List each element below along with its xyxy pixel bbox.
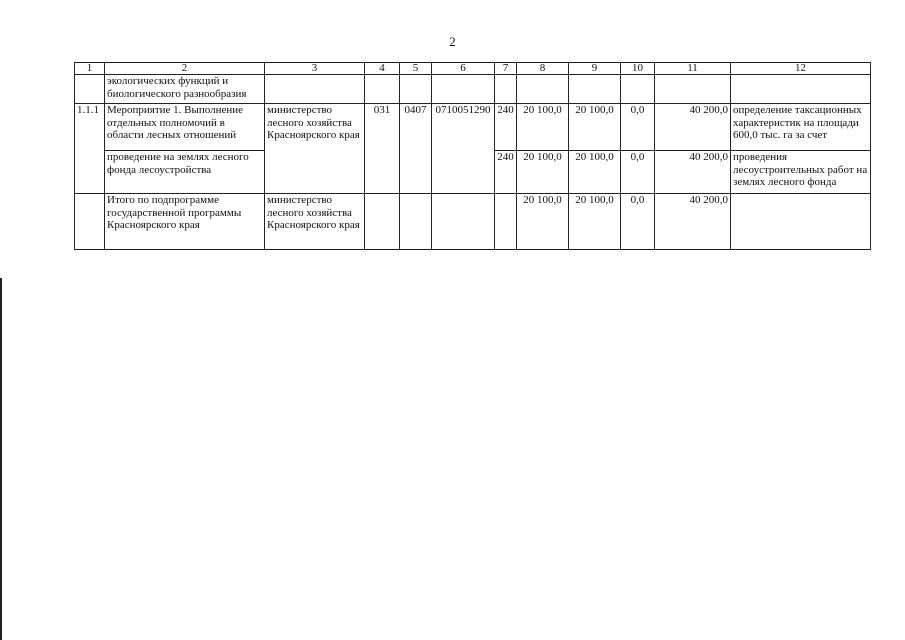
page-edge-line (0, 278, 2, 640)
year1-amount: 20 100,0 (517, 194, 569, 250)
year2-amount: 20 100,0 (569, 104, 621, 151)
year3-amount: 0,0 (621, 104, 655, 151)
row-code: 1.1.1 (75, 104, 105, 194)
row-executor: министерство лесного хозяйства Красноярского края (265, 194, 365, 250)
year2-amount: 20 100,0 (569, 194, 621, 250)
year2-amount: 20 100,0 (569, 151, 621, 194)
row-name: экологических функций и биологического разнообразия (105, 75, 265, 104)
column-header: 6 (432, 63, 495, 75)
table-row (75, 194, 871, 250)
total-amount: 40 200,0 (655, 104, 731, 151)
column-header: 4 (365, 63, 400, 75)
row-executor: министерство лесного хозяйства Красноярского края (265, 104, 365, 194)
table-row (75, 104, 871, 151)
vr-code: 240 (495, 151, 517, 194)
expected-result: определение таксационных характеристик на площади 600,0 тыс. га за счет (731, 104, 871, 151)
column-header: 7 (495, 63, 517, 75)
column-header: 5 (400, 63, 432, 75)
grbs-code: 031 (365, 104, 400, 194)
column-header: 9 (569, 63, 621, 75)
rzpr-code: 0407 (400, 104, 432, 194)
vr-code: 240 (495, 104, 517, 151)
column-header: 1 (75, 63, 105, 75)
year3-amount: 0,0 (621, 194, 655, 250)
year3-amount: 0,0 (621, 151, 655, 194)
row-name: проведение на землях лесного фонда лесоустройства (105, 151, 265, 194)
expected-result: проведения лесоустроительных работ на землях лесного фонда (731, 151, 871, 194)
column-header: 3 (265, 63, 365, 75)
column-header: 2 (105, 63, 265, 75)
column-header: 10 (621, 63, 655, 75)
row-name: Итого по подпрограмме государственной программы Красноярского края (105, 194, 265, 250)
column-number-row (75, 63, 871, 75)
total-amount: 40 200,0 (655, 151, 731, 194)
program-activities-table (74, 62, 871, 250)
column-header: 12 (731, 63, 871, 75)
column-header: 11 (655, 63, 731, 75)
year1-amount: 20 100,0 (517, 151, 569, 194)
row-name: Мероприятие 1. Выполнение отдельных полномочий в области лесных отношений (105, 104, 265, 151)
table-row (75, 75, 871, 104)
total-amount: 40 200,0 (655, 194, 731, 250)
page-number: 2 (449, 34, 456, 49)
column-header: 8 (517, 63, 569, 75)
csr-code: 0710051290 (432, 104, 495, 194)
year1-amount: 20 100,0 (517, 104, 569, 151)
